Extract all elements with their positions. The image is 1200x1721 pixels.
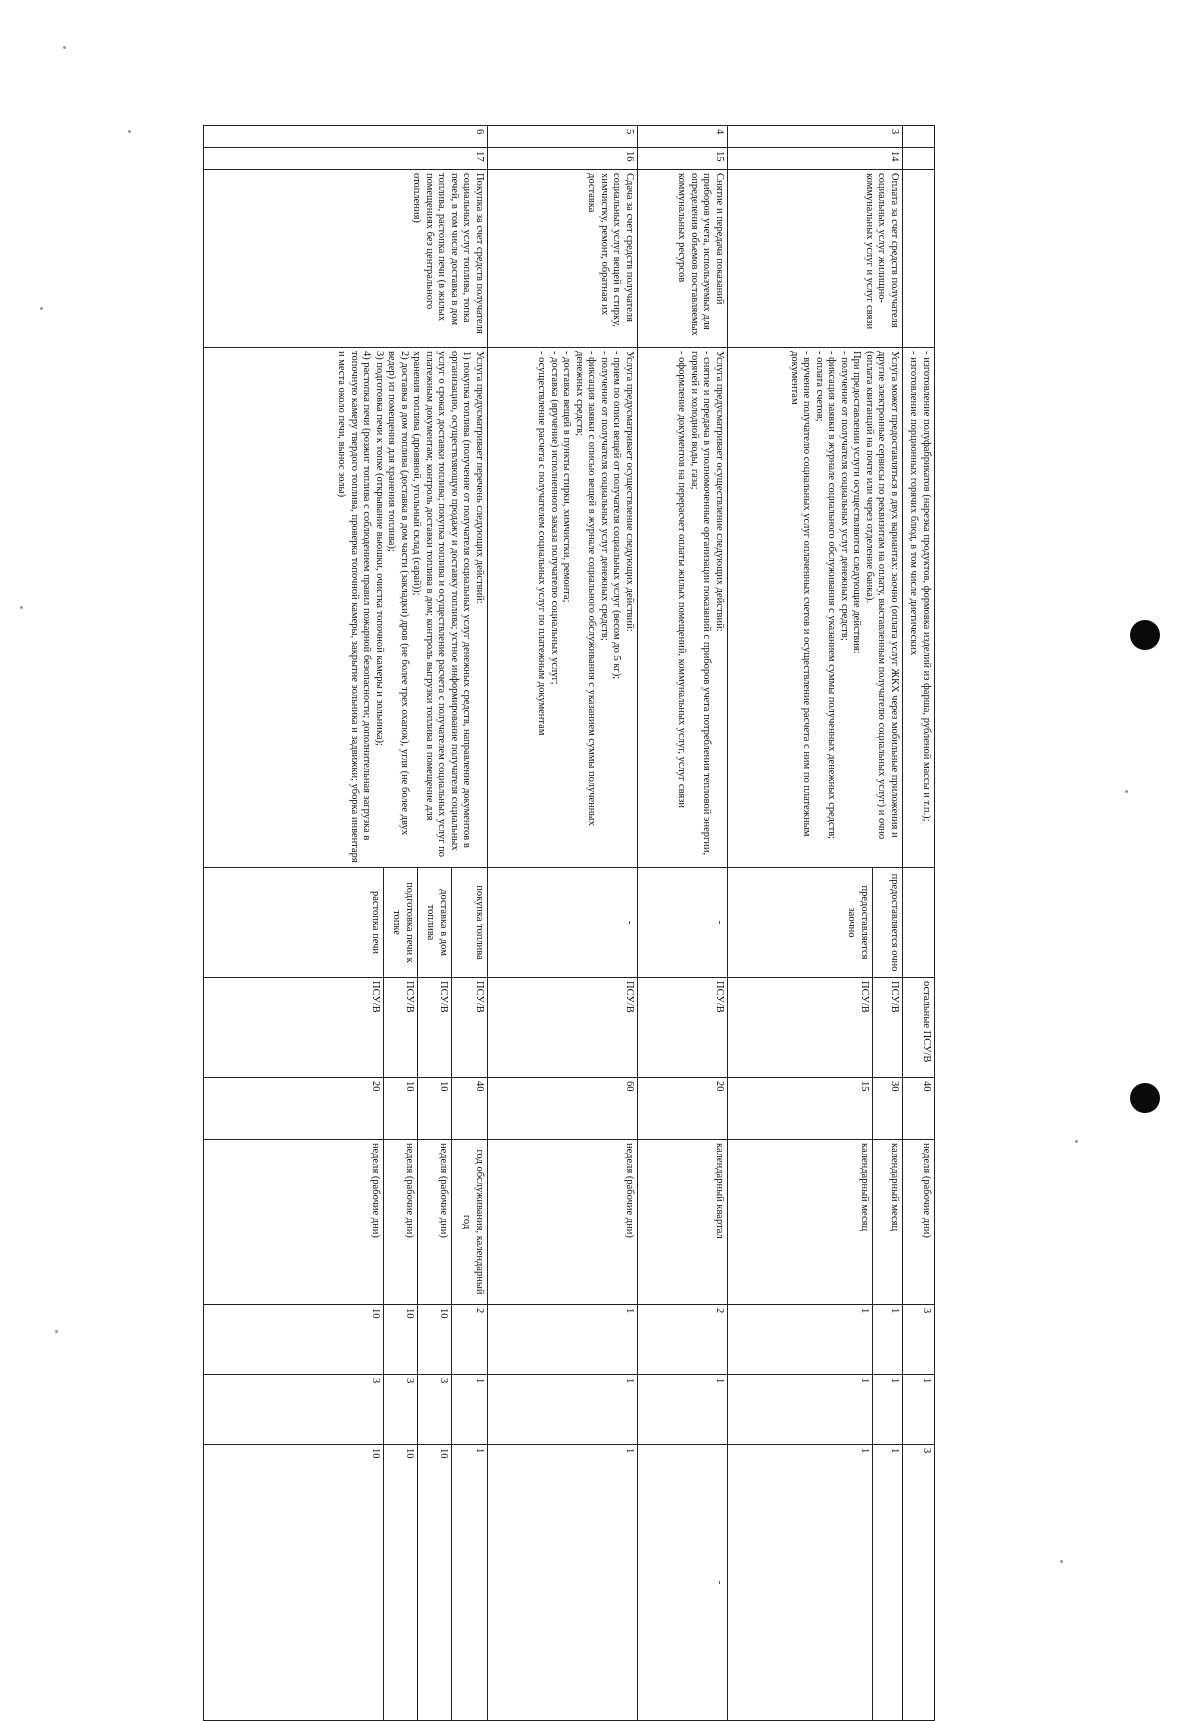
time-cell: 30: [873, 1078, 903, 1140]
time-cell: 60: [488, 1078, 638, 1140]
total-cell: 3: [903, 1445, 935, 1721]
social-services-table: [203, 125, 935, 1721]
scan-speck: [1060, 1560, 1063, 1563]
total-cell: 10: [204, 1445, 384, 1721]
time-cell: 40: [452, 1078, 488, 1140]
scan-speck: [1075, 1140, 1078, 1143]
period-cell: неделя (рабочие дни): [488, 1140, 638, 1305]
variant-cell: доставка в дом топлива: [418, 868, 452, 978]
row-number: 6: [204, 126, 488, 148]
service-name: Покупка за счет средств получателя социальных услуг топлива, топка печей, в том числе доставка в дом топлива, растопка печи (в жилых помещениях без центрального отопления): [204, 170, 488, 348]
period-cell: год обслуживания, календарный год: [452, 1140, 488, 1305]
group-cell: ПСУ/В: [384, 978, 418, 1078]
period-cell: неделя (рабочие дни): [204, 1140, 384, 1305]
total-cell: 1: [488, 1445, 638, 1721]
period-cell: календарный квартал: [638, 1140, 728, 1305]
service-description: Услуга предусматривает осуществление следующих действий: - прием по описи вещей от получателя социальных услуг (весом до 5 кг); - получение от получателя социальных услуг денежных средств; - фиксация заявки с описью вещей в журнале социального обслуживания с указанием суммы полученных денежных средств; - доставка вещей в пункты стирки, химчистки, ремонта; - доставка (вручение) исполненного заказа получателю социальных услуг; - осуществление расчета с получателем социальных услуг по платежным документам: [488, 348, 638, 868]
punch-hole: [1130, 1083, 1160, 1113]
cell: [903, 868, 935, 978]
period-cell: календарный месяц: [873, 1140, 903, 1305]
count-cell: 3: [204, 1375, 384, 1445]
freq-cell: 2: [638, 1305, 728, 1375]
variant-cell: растопка печи: [204, 868, 384, 978]
count-cell: 1: [452, 1375, 488, 1445]
service-code: 14: [728, 148, 903, 170]
freq-cell: 3: [903, 1305, 935, 1375]
cell: [903, 126, 935, 148]
total-cell: 10: [418, 1445, 452, 1721]
row-number: 3: [728, 126, 903, 148]
freq-cell: 10: [384, 1305, 418, 1375]
scan-speck: [55, 1330, 58, 1333]
variant-cell: -: [638, 868, 728, 978]
period-cell: неделя (рабочие дни): [384, 1140, 418, 1305]
scan-speck: [20, 606, 23, 609]
cell: [903, 148, 935, 170]
scan-speck: [63, 46, 66, 49]
variant-cell: -: [488, 868, 638, 978]
group-cell: ПСУ/В: [418, 978, 452, 1078]
count-cell: 1: [873, 1375, 903, 1445]
period-cell: неделя (рабочие дни): [903, 1140, 935, 1305]
continuation-row: [903, 126, 935, 1721]
period-cell: неделя (рабочие дни): [418, 1140, 452, 1305]
table-row: [873, 126, 903, 1721]
count-cell: 3: [384, 1375, 418, 1445]
time-cell: 15: [728, 1078, 873, 1140]
service-code: 17: [204, 148, 488, 170]
group-cell: ПСУ/В: [488, 978, 638, 1078]
variant-cell: предоставляется заочно: [728, 868, 873, 978]
service-name: Оплата за счет средств получателя социальных услуг жилищно-коммунальных услуг и услуг связи: [728, 170, 903, 348]
service-description: Услуга может предоставляться в двух вариантах: заочно (оплата услуг ЖКХ через мобильные приложения и другие электронные сервисы по реквизитам на оплату, выставленным получателю социальных услуг) и очно (оплата квитанций на почте или через отделение банка). При предоставлении услуги осуществляются следующие действия: - получение от получателя социальных услуг денежных средств; - фиксация заявки в журнале социального обслуживания с указанием суммы полученных денежных средств; - оплата счетов; - вручение получателю социальных услуг оплаченных счетов и осуществление расчета с ним по платежным документам: [728, 348, 903, 868]
time-cell: 20: [638, 1078, 728, 1140]
group-cell: ПСУ/В: [638, 978, 728, 1078]
group-cell: ПСУ/В: [728, 978, 873, 1078]
variant-cell: подготовка печи к топке: [384, 868, 418, 978]
count-cell: 1: [903, 1375, 935, 1445]
count-cell: 1: [728, 1375, 873, 1445]
count-cell: 1: [638, 1375, 728, 1445]
service-description: Услуга предусматривает осуществление следующих действий: - снятие и передача в уполномоченные организации показаний с приборов учета потребления тепловой энергии, горячей и холодной воды, газа; - оформление документов на перерасчет оплаты жилых помещений, коммунальных услуг, услуг связи: [638, 348, 728, 868]
service-name: Снятие и передача показаний приборов учета, используемых для определения объемов поставляемых коммунальных ресурсов: [638, 170, 728, 348]
total-cell: 1: [728, 1445, 873, 1721]
cell: [903, 170, 935, 348]
scan-speck: [1125, 790, 1128, 793]
row-number: 5: [488, 126, 638, 148]
time-cell: 40: [903, 1078, 935, 1140]
freq-cell: 1: [728, 1305, 873, 1375]
variant-cell: покупка топлива: [452, 868, 488, 978]
group-cell: ПСУ/В: [873, 978, 903, 1078]
time-cell: 10: [418, 1078, 452, 1140]
freq-cell: 2: [452, 1305, 488, 1375]
total-cell: 1: [452, 1445, 488, 1721]
time-cell: 20: [204, 1078, 384, 1140]
total-cell: 10: [384, 1445, 418, 1721]
period-cell: календарный месяц: [728, 1140, 873, 1305]
freq-cell: 10: [204, 1305, 384, 1375]
count-cell: 3: [418, 1375, 452, 1445]
row-number: 4: [638, 126, 728, 148]
continuation-line: - изготовление порционных горячих блюд, в том числе диетических: [908, 351, 920, 656]
service-description: Услуга предусматривает перечень следующих действий: 1) покупка топлива (получение от получателя социальных услуг денежных средств, направление документов в организацию, осуществляющую продажу и доставку топлива; устное информирование получателя социальных услуг о сроках доставки топлива; покупка топлива и осуществление расчета с получателем социальных услуг по платежным документам; контроль доставки топлива в дом; контроль выгрузки топлива в помещение для хранения топлива (дровяной, угольный склад (сарай)); 2) доставка в дом топлива (доставка в дом части (закладки) дров (не более трех охапок), угля (не более двух ведер) из помещения для хранения топлива); 3) подготовка печи к топке (открывание вьюшки, очистка топочной камеры и зольника); 4) растопка печи (розжиг топлива с соблюдением правил пожарной безопасности; дополнительная загрузка в топочную камеру твердого топлива, проверка топочной камеры, закрытие зольника и задвижки; уборка инвентаря и места около печи, вынос золы): [204, 348, 488, 868]
service-name: Сдача за счет средств получателя социальных услуг вещей в стирку, химчистку, ремонт, обратная их доставка: [488, 170, 638, 348]
service-code: 15: [638, 148, 728, 170]
time-cell: 10: [384, 1078, 418, 1140]
continuation-text: [903, 348, 935, 868]
table-row: [488, 126, 638, 1721]
punch-hole: [1130, 620, 1160, 650]
freq-cell: 1: [488, 1305, 638, 1375]
freq-cell: 1: [873, 1305, 903, 1375]
group-cell: остальные ПСУ/В: [903, 978, 935, 1078]
total-cell: 1: [873, 1445, 903, 1721]
continuation-line: - изготовление полуфабрикатов (нарезка продуктов, формовка изделий из фарша, рубленой массы и т.п.);: [921, 351, 932, 822]
rotated-document-page: [135, 125, 935, 1720]
count-cell: 1: [488, 1375, 638, 1445]
total-cell: -: [638, 1445, 728, 1721]
scan-speck: [40, 307, 43, 310]
scan-speck: [128, 130, 131, 133]
freq-cell: 10: [418, 1305, 452, 1375]
group-cell: ПСУ/В: [204, 978, 384, 1078]
table-row: [638, 126, 728, 1721]
variant-cell: предоставляется очно: [873, 868, 903, 978]
service-code: 16: [488, 148, 638, 170]
group-cell: ПСУ/В: [452, 978, 488, 1078]
table-row: [452, 126, 488, 1721]
